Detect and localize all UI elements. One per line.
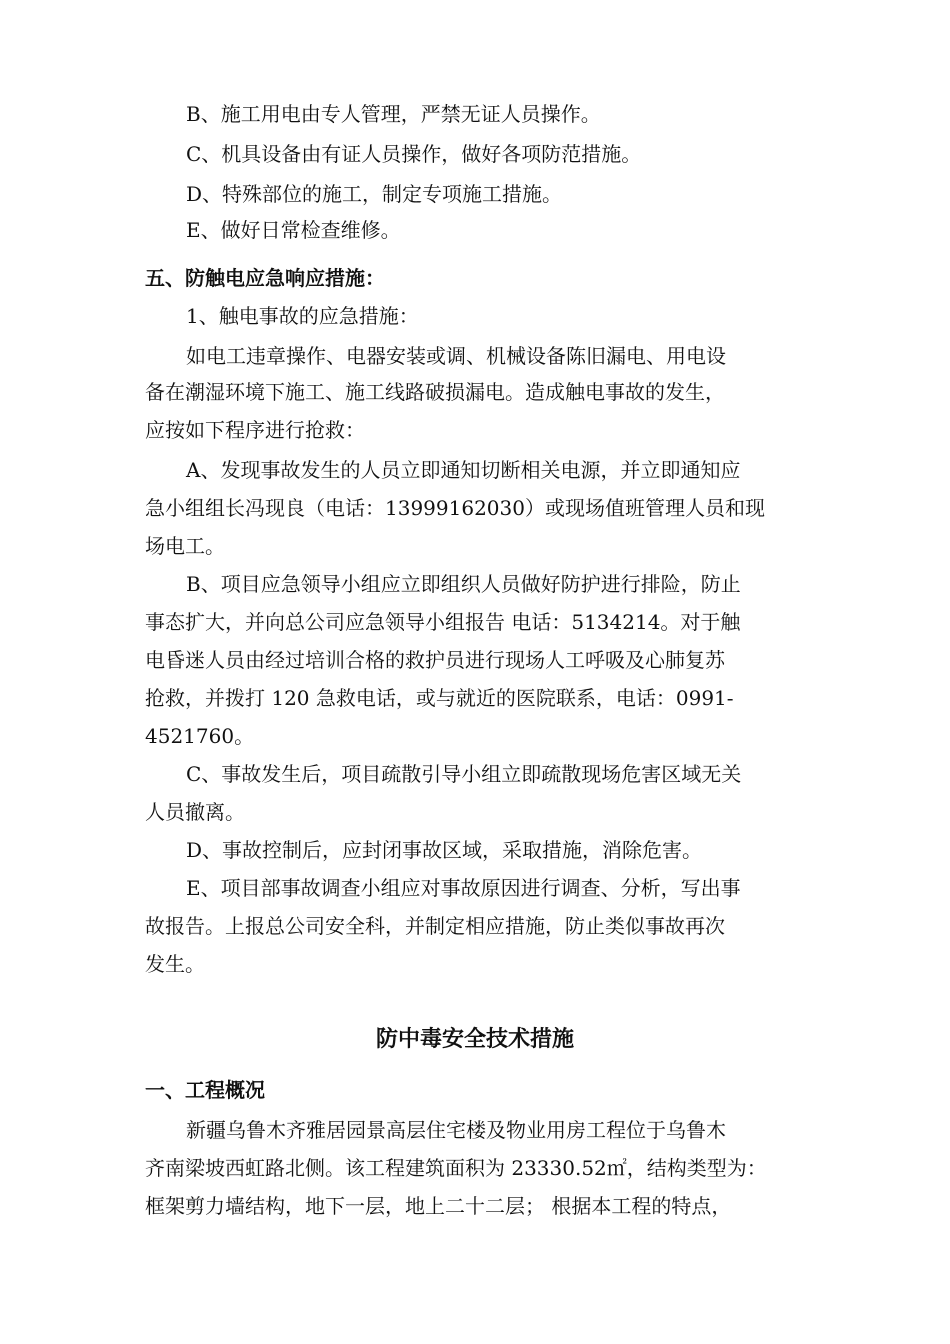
section1-line-2: 齐南梁坡西虹路北侧。该工程建筑面积为 23330.52㎡，结构类型为： — [145, 1156, 767, 1180]
section5-subheading: 1、触电事故的应急措施： — [186, 304, 419, 328]
list-item-d: D、特殊部位的施工，制定专项施工措施。 — [186, 182, 563, 206]
para-e-line-1: E、项目部事故调查小组应对事故原因进行调查、分析，写出事 — [186, 876, 741, 900]
para-b-line-2: 事态扩大，并向总公司应急领导小组报告 电话：5134214。对于触 — [145, 610, 741, 634]
para-c-line-2: 人员撤离。 — [145, 800, 245, 824]
section1-line-3: 框架剪力墙结构，地下一层，地上二十二层； 根据本工程的特点， — [145, 1194, 732, 1218]
document-title: 防中毒安全技术措施 — [375, 1027, 574, 1052]
para-b-line-1: B、项目应急领导小组应立即组织人员做好防护进行排险，防止 — [186, 572, 741, 596]
para-a-line-1: A、发现事故发生的人员立即通知切断相关电源，并立即通知应 — [186, 458, 741, 482]
list-item-c: C、机具设备由有证人员操作，做好各项防范措施。 — [186, 142, 642, 166]
para-e-line-3: 发生。 — [145, 952, 205, 976]
para-c-line-1: C、事故发生后，项目疏散引导小组立即疏散现场危害区域无关 — [186, 762, 742, 786]
para-d-line-1: D、事故控制后，应封闭事故区域，采取措施，消除危害。 — [186, 838, 703, 862]
para-b-line-4: 抢救，并拨打 120 急救电话，或与就近的医院联系，电话：0991- — [145, 686, 734, 710]
para-a-line-3: 场电工。 — [145, 534, 225, 558]
para-b-line-3: 电昏迷人员由经过培训合格的救护员进行现场人工呼吸及心肺复苏 — [145, 648, 725, 672]
intro-line-1: 如电工违章操作、电器安装或调、机械设备陈旧漏电、用电设 — [186, 344, 726, 368]
list-item-b: B、施工用电由专人管理，严禁无证人员操作。 — [186, 102, 601, 126]
section1-heading: 一、工程概况 — [145, 1078, 265, 1102]
intro-line-3: 应按如下程序进行抢救： — [145, 418, 365, 442]
section1-line-1: 新疆乌鲁木齐雅居园景高层住宅楼及物业用房工程位于乌鲁木 — [186, 1118, 726, 1142]
section5-heading: 五、防触电应急响应措施： — [145, 266, 385, 290]
list-item-e: E、做好日常检查维修。 — [186, 218, 401, 242]
para-a-line-2: 急小组组长冯现良（电话：13999162030）或现场值班管理人员和现 — [145, 496, 765, 520]
para-e-line-2: 故报告。上报总公司安全科，并制定相应措施，防止类似事故再次 — [145, 914, 725, 938]
intro-line-2: 备在潮湿环境下施工、施工线路破损漏电。造成触电事故的发生， — [145, 380, 725, 404]
para-b-line-5: 4521760。 — [145, 724, 255, 748]
